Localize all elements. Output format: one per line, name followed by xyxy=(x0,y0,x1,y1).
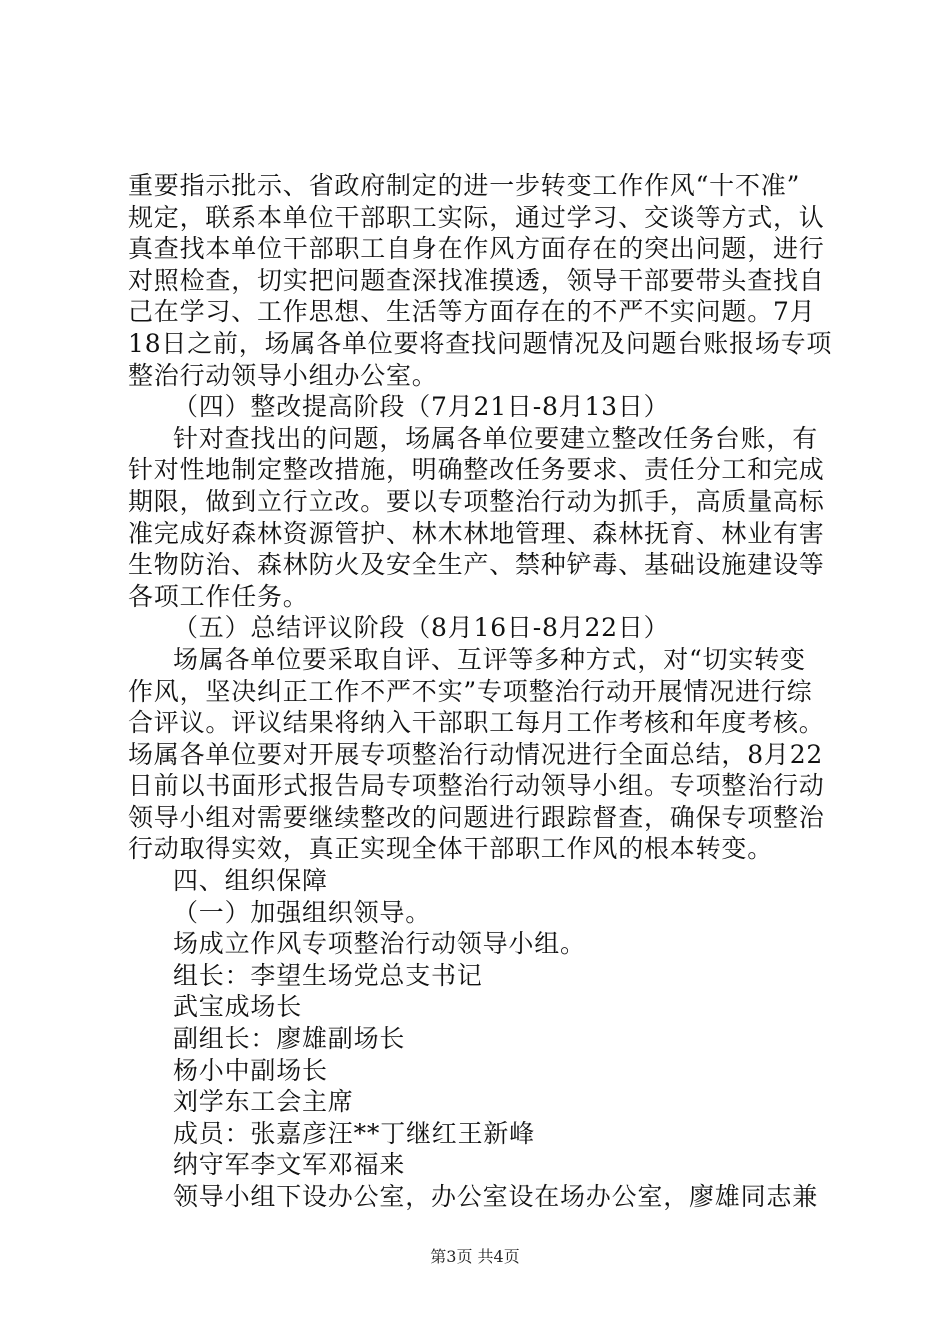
text-line: （五）总结评议阶段（8月16日-8月22日） xyxy=(173,613,670,643)
text-line: 组长：李望生场党总支书记 xyxy=(173,960,483,990)
text-line: 刘学东工会主席 xyxy=(173,1087,354,1117)
text-line: 行动取得实效，真正实现全体干部职工作风的根本转变。 xyxy=(128,834,774,864)
text-line: 武宝成场长 xyxy=(173,992,303,1022)
text-line: 己在学习、工作思想、生活等方面存在的不严不实问题。7月 xyxy=(128,297,816,327)
text-line: 真查找本单位干部职工自身在作风方面存在的突出问题，进行 xyxy=(128,234,825,264)
text-line: 领导小组下设办公室，办公室设在场办公室，廖雄同志兼 xyxy=(173,1182,819,1211)
text-line: （四）整改提高阶段（7月21日-8月13日） xyxy=(173,392,670,422)
text-line: 针对性地制定整改措施，明确整改任务要求、责任分工和完成 xyxy=(128,455,825,485)
text-line: 规定，联系本单位干部职工实际，通过学习、交谈等方式，认 xyxy=(128,202,825,232)
text-line: 场成立作风专项整治行动领导小组。 xyxy=(173,929,586,959)
text-line: 作风，坚决纠正工作不严不实”专项整治行动开展情况进行综 xyxy=(128,676,813,706)
document-body xyxy=(128,170,833,1213)
text-line: 期限，做到立行立改。要以专项整治行动为抓手，高质量高标 xyxy=(128,486,825,516)
text-line: 场属各单位要采取自评、互评等多种方式，对“切实转变 xyxy=(173,644,806,674)
text-line: 日前以书面形式报告局专项整治行动领导小组。专项整治行动 xyxy=(128,771,825,801)
text-line: 整治行动领导小组办公室。 xyxy=(128,360,438,390)
text-line: 准完成好森林资源管护、林木林地管理、森林抚育、林业有害 xyxy=(128,518,825,548)
text-line: 重要指示批示、省政府制定的进一步转变工作作风“十不准” xyxy=(128,171,801,200)
text-line: 18日之前，场属各单位要将查找问题情况及问题台账报场专项 xyxy=(128,328,833,358)
text-line: 成员：张嘉彦汪**丁继红王新峰 xyxy=(173,1118,536,1148)
text-line: 各项工作任务。 xyxy=(128,581,309,611)
text-line: （一）加强组织领导。 xyxy=(173,897,432,927)
text-line: 合评议。评议结果将纳入干部职工每月工作考核和年度考核。 xyxy=(128,708,825,738)
text-line: 场属各单位要对开展专项整治行动情况进行全面总结，8月22 xyxy=(128,739,824,769)
text-line: 对照检查，切实把问题查深找准摸透，领导干部要带头查找自 xyxy=(128,265,825,295)
text-line: 纳守军李文军邓福来 xyxy=(173,1150,406,1180)
text-line: 杨小中副场长 xyxy=(173,1055,328,1085)
page-footer: 第3页 共4页 xyxy=(430,1247,520,1266)
text-line: 领导小组对需要继续整改的问题进行跟踪督查，确保专项整治 xyxy=(128,802,825,832)
text-line: 副组长：廖雄副场长 xyxy=(173,1024,406,1054)
text-line: 四、组织保障 xyxy=(173,866,328,896)
text-line: 针对查找出的问题，场属各单位要建立整改任务台账，有 xyxy=(173,423,819,453)
text-line: 生物防治、森林防火及安全生产、禁种铲毒、基础设施建设等 xyxy=(128,550,825,580)
